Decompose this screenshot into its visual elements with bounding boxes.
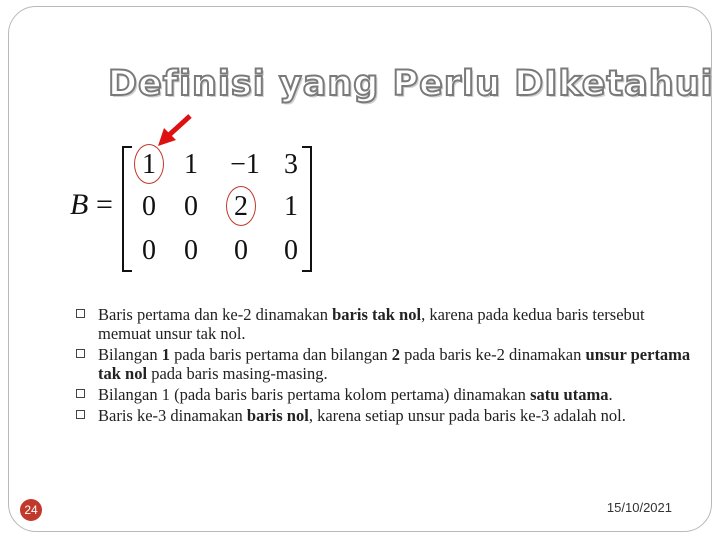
bullet-item <box>76 305 696 343</box>
bullet-item <box>76 406 696 425</box>
bold-term: 2 <box>391 345 400 364</box>
bold-term: baris tak nol <box>332 305 422 324</box>
matrix-cell: 0 <box>184 235 198 266</box>
matrix-cell: 3 <box>284 149 298 180</box>
bullet-text: Baris ke-3 dinamakan <box>98 406 247 425</box>
bold-term: satu utama <box>530 385 609 404</box>
page-number-badge: 24 <box>20 499 42 521</box>
matrix-cell: −1 <box>230 149 260 180</box>
bullet-text: pada baris masing-masing. <box>147 364 328 383</box>
bold-term: 1 <box>161 345 170 364</box>
matrix-cell: 0 <box>284 235 298 266</box>
bullet-item <box>76 385 696 404</box>
matrix-cell: 0 <box>142 235 156 266</box>
bullet-text: Baris pertama dan ke-2 dinamakan <box>98 305 333 324</box>
square-bullet-icon <box>76 349 85 358</box>
bullet-text: , karena setiap unsur pada baris ke-3 adalah nol. <box>308 406 626 425</box>
left-bracket <box>122 146 132 272</box>
equals-sign: = <box>96 188 113 221</box>
square-bullet-icon <box>76 389 85 398</box>
matrix-cell: 2 <box>234 191 248 222</box>
slide-title: Definisi yang Perlu DIketahui <box>108 64 714 104</box>
bold-term: unsur pertama tak nol <box>98 345 691 383</box>
bullet-item <box>76 345 696 383</box>
red-arrow-icon <box>156 112 196 152</box>
bullet-text: Bilangan 1 (pada baris baris pertama kolom pertama) dinamakan <box>98 385 531 404</box>
bullet-text: pada baris pertama dan bilangan <box>169 345 392 364</box>
bullet-text: Bilangan <box>98 345 162 364</box>
matrix-cell: 0 <box>142 191 156 222</box>
bullet-list <box>76 305 696 427</box>
matrix-name: B <box>70 188 89 221</box>
matrix-cell: 1 <box>284 191 298 222</box>
slide-date: 15/10/2021 <box>606 500 672 515</box>
square-bullet-icon <box>76 309 85 318</box>
bullet-text: . <box>608 385 613 404</box>
matrix-cell: 0 <box>184 191 198 222</box>
matrix-cell: 1 <box>142 149 156 180</box>
matrix-equation <box>70 140 340 280</box>
bold-term: baris nol <box>246 406 309 425</box>
square-bullet-icon <box>76 410 85 419</box>
bullet-text: pada baris ke-2 dinamakan <box>399 345 586 364</box>
matrix-cell: 0 <box>234 235 248 266</box>
matrix-cell: 1 <box>184 149 198 180</box>
bullet-text: , karena pada kedua baris tersebut memuat unsur tak nol. <box>98 305 645 343</box>
